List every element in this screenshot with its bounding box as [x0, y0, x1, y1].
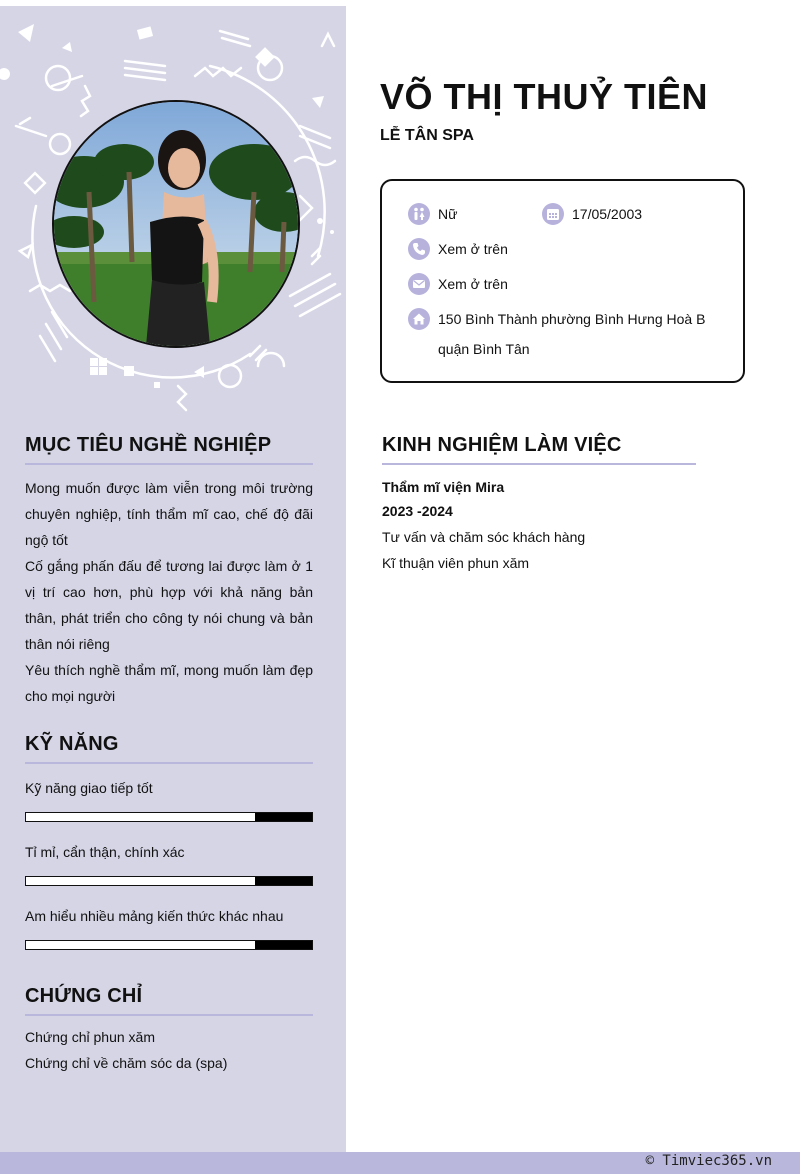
- certificates-section: [25, 985, 313, 1076]
- objective-paragraph: Mong muốn được làm viễn trong môi trường chuyên nghiệp, tính thẩm mĩ cao, chế độ đãi ngộ tốt: [25, 480, 313, 548]
- birthdate-value: 17/05/2003: [572, 206, 643, 222]
- experience-duty: Kĩ thuận viên phun xăm: [382, 555, 530, 571]
- experience-title: KINH NGHIỆM LÀM VIỆC: [382, 434, 696, 465]
- footer-credit: © Timviec365.vn: [645, 1153, 772, 1169]
- phone-value: Xem ở trên: [438, 241, 508, 257]
- gender-icon: [408, 203, 430, 225]
- email-value: Xem ở trên: [438, 276, 508, 292]
- experience-duty: Tư vấn và chăm sóc khách hàng: [382, 529, 586, 545]
- skill-bar: [25, 876, 313, 886]
- job-position: LỄ TÂN SPA: [380, 127, 474, 144]
- profile-photo: [52, 100, 300, 348]
- certificates-title: CHỨNG CHỈ: [25, 985, 313, 1016]
- gender-row: [408, 205, 457, 229]
- objective-title: MỤC TIÊU NGHỀ NGHIỆP: [25, 434, 313, 465]
- experience-section: [382, 434, 696, 465]
- skill-item: [25, 844, 313, 886]
- skill-name: Kỹ năng giao tiếp tốt: [25, 780, 153, 796]
- skill-item: [25, 908, 313, 950]
- phone-icon: [408, 238, 430, 260]
- skills-title: KỸ NĂNG: [25, 733, 313, 764]
- address-row: [408, 310, 705, 364]
- objective-paragraph: Yêu thích nghề thẩm mĩ, mong muốn làm đẹp cho mọi người: [25, 662, 313, 704]
- experience-company: Thẩm mĩ viện Mira: [382, 479, 505, 495]
- skills-section: [25, 733, 313, 950]
- gender-value: Nữ: [438, 206, 458, 222]
- certificate-item: Chứng chỉ phun xăm: [25, 1029, 155, 1045]
- skill-bar-fill: [26, 813, 255, 821]
- experience-period: 2023 -2024: [382, 503, 453, 519]
- address-line-1: 150 Bình Thành phường Bình Hưng Hoà B: [438, 311, 706, 327]
- candidate-name: VÕ THỊ THUỶ TIÊN: [380, 76, 709, 117]
- skill-bar-fill: [26, 941, 255, 949]
- certificate-item: Chứng chỉ về chăm sóc da (spa): [25, 1055, 228, 1071]
- address-value: [438, 304, 705, 364]
- experience-body: [382, 476, 585, 576]
- calendar-icon: [542, 203, 564, 225]
- objective-body: [25, 475, 313, 709]
- birthdate-row: [542, 205, 642, 229]
- skill-bar-fill: [26, 877, 255, 885]
- skill-bar: [25, 940, 313, 950]
- skill-name: Tỉ mỉ, cẩn thận, chính xác: [25, 844, 185, 860]
- sidebar: [0, 6, 346, 1152]
- objective-paragraph: Cố gắng phấn đấu để tương lai được làm ở 1 vị trí cao hơn, phù hợp với khả năng bản thân, phát triển cho công ty nói chung và bản thân nói riêng: [25, 558, 313, 652]
- skill-bar: [25, 812, 313, 822]
- contact-box: [380, 179, 745, 383]
- objective-section: [25, 434, 313, 709]
- home-icon: [408, 308, 430, 330]
- phone-row: [408, 240, 508, 264]
- skill-name: Am hiểu nhiều mảng kiến thức khác nhau: [25, 908, 284, 924]
- email-row: [408, 275, 508, 299]
- mail-icon: [408, 273, 430, 295]
- skill-item: [25, 780, 313, 822]
- address-line-2: quận Bình Tân: [438, 341, 530, 357]
